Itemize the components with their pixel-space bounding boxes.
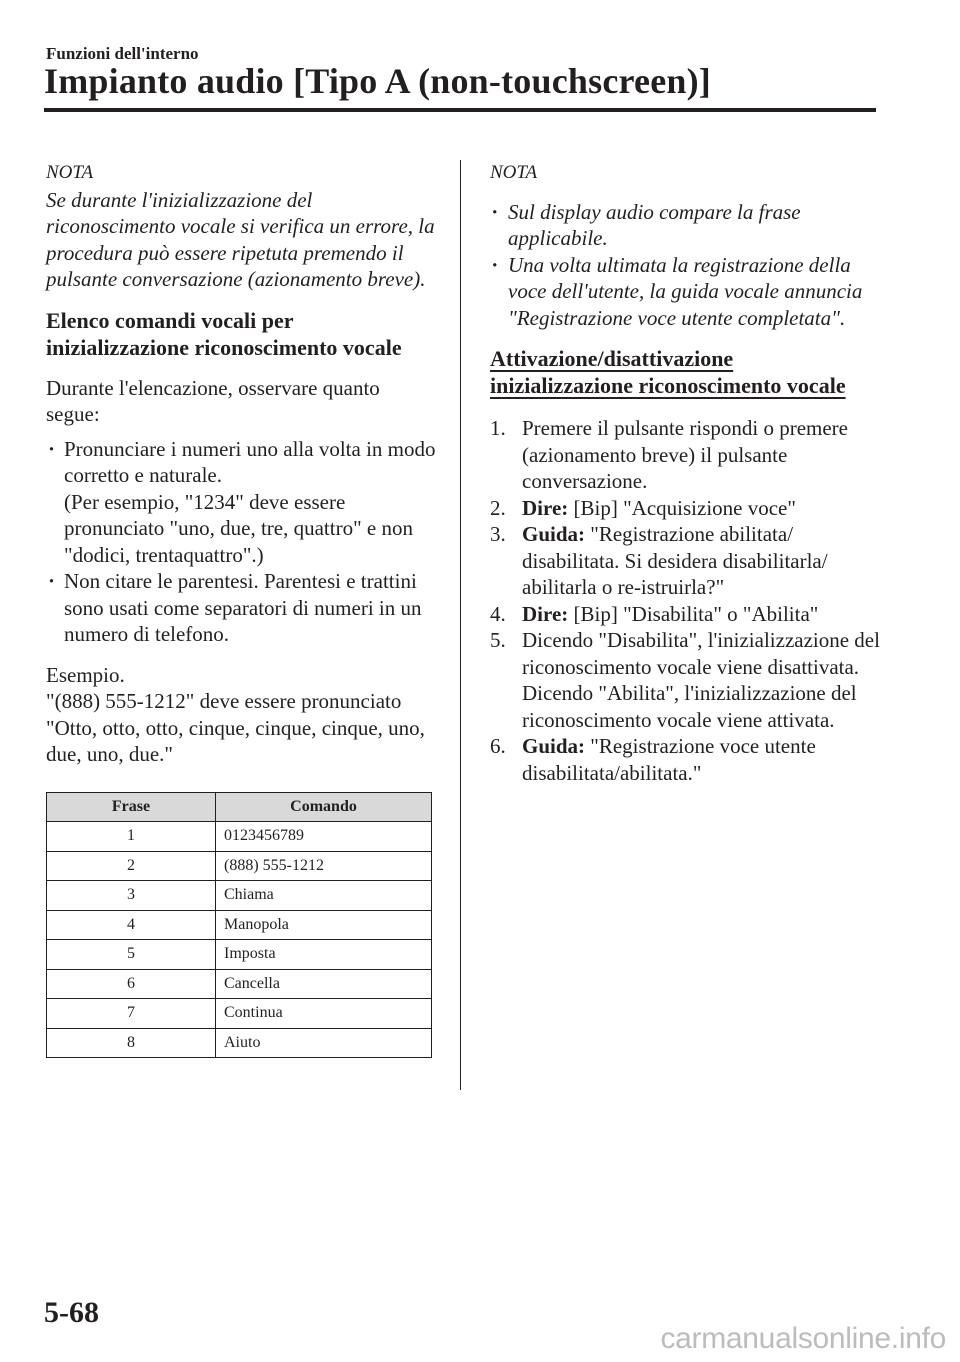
- instruction-list: [46, 436, 436, 648]
- section-heading: Elenco comandi vocali per inizializzazione riconoscimento vocale: [46, 307, 402, 360]
- table-row: [47, 940, 432, 970]
- list-item: · Non citare le parentesi. Parentesi e trattini sono usati come separatori di numeri in un numero di telefono.: [46, 568, 436, 648]
- table-cell: Cancella: [216, 969, 432, 999]
- heading-line: inizializzazione riconoscimento vocale: [490, 373, 846, 398]
- step-text: Dicendo "Abilita", l'inizializzazione del riconoscimento vocale viene attivata.: [522, 681, 857, 732]
- table-cell: Aiuto: [216, 1028, 432, 1058]
- table-row: [47, 851, 432, 881]
- table-cell: 6: [47, 969, 216, 999]
- column-header-frase: Frase: [47, 792, 216, 822]
- step-number: 2.: [490, 495, 506, 520]
- table-row: [47, 999, 432, 1029]
- step-number: 4.: [490, 601, 506, 626]
- table-cell: Chiama: [216, 881, 432, 911]
- step-item: [490, 733, 890, 786]
- table-cell: Imposta: [216, 940, 432, 970]
- list-item: · Una volta ultimata la registrazione della voce dell'utente, la guida vocale annuncia "Registrazione voce utente completata".: [490, 252, 890, 332]
- table-cell: 1: [47, 822, 216, 852]
- table-row: [47, 822, 432, 852]
- step-keyword: Guida:: [522, 522, 586, 546]
- table-cell: Manopola: [216, 910, 432, 940]
- section-label: Funzioni dell'interno: [46, 44, 199, 63]
- step-item: [490, 601, 890, 628]
- table-cell: 4: [47, 910, 216, 940]
- table-row: [47, 1028, 432, 1058]
- section-heading: [490, 345, 890, 399]
- title-rule: [44, 108, 876, 112]
- table-cell: 0123456789: [216, 822, 432, 852]
- nota-label: NOTA: [46, 162, 94, 183]
- list-item-continuation: (Per esempio, "1234" deve essere pronunciato "uno, due, tre, quattro" e non "dodici, trentaquattro".): [64, 489, 413, 567]
- step-item-continuation: [490, 680, 890, 733]
- list-item: · Sul display audio compare la frase applicabile.: [490, 199, 890, 252]
- step-item: [490, 627, 890, 680]
- list-item: · Pronunciare i numeri uno alla volta in modo corretto e naturale.: [46, 436, 436, 489]
- table-cell: 5: [47, 940, 216, 970]
- column-divider: [460, 160, 461, 1090]
- step-text: Dicendo "Disabilita", l'inizializzazione del riconoscimento vocale viene disattivata.: [522, 628, 880, 679]
- table-cell: 3: [47, 881, 216, 911]
- table-cell: (888) 555-1212: [216, 851, 432, 881]
- step-number: 3.: [490, 522, 506, 546]
- step-text: [Bip] "Disabilita" o "Abilita": [568, 601, 819, 626]
- voice-command-table: [46, 792, 432, 1059]
- example-label: Esempio.: [46, 662, 125, 687]
- page-number: 5-68: [44, 1296, 99, 1329]
- table-row: [47, 969, 432, 999]
- table-cell: Continua: [216, 999, 432, 1029]
- column-header-comando: Comando: [216, 792, 432, 822]
- right-column: [490, 160, 890, 786]
- step-number: 6.: [490, 734, 506, 758]
- intro-text: Durante l'elencazione, osservare quanto segue:: [46, 375, 380, 426]
- step-number: 5.: [490, 628, 506, 652]
- step-keyword: Dire:: [522, 495, 569, 520]
- steps-list: [490, 415, 890, 786]
- table-row: [47, 881, 432, 911]
- step-keyword: Guida:: [522, 734, 586, 758]
- table-header-row: [47, 792, 432, 822]
- step-item: [490, 415, 890, 495]
- nota-text: Se durante l'inizializzazione del riconoscimento vocale si verifica un errore, la procedura può essere ripetuta premendo il pulsante conversazione (azionamento breve).: [46, 187, 435, 291]
- heading-line: Attivazione/disattivazione: [490, 346, 734, 371]
- step-number: 1.: [490, 416, 506, 440]
- step-text: [Bip] "Acquisizione voce": [568, 495, 796, 520]
- table-cell: 8: [47, 1028, 216, 1058]
- watermark: carmanualsonline.info: [660, 1322, 946, 1355]
- step-text: "Registrazione voce utente disabilitata/abilitata.": [522, 734, 816, 785]
- left-column: [46, 160, 436, 1058]
- step-item: [490, 495, 890, 522]
- table-cell: 2: [47, 851, 216, 881]
- table-cell: 7: [47, 999, 216, 1029]
- page-title: Impianto audio [Tipo A (non-touchscreen)]: [44, 61, 711, 101]
- step-item: [490, 521, 890, 601]
- step-text: Premere il pulsante rispondi o premere (azionamento breve) il pulsante conversazione.: [522, 416, 848, 493]
- example-text: "(888) 555-1212" deve essere pronunciato "Otto, otto, otto, cinque, cinque, cinque, uno, due, uno, due.": [46, 689, 425, 766]
- step-keyword: Dire:: [522, 601, 569, 626]
- step-text: "Registrazione abilitata/ disabilitata. Si desidera disabilitarla/ abilitarla o re-istruirla?": [522, 522, 828, 599]
- nota-list: [490, 199, 890, 332]
- nota-label: NOTA: [490, 162, 538, 183]
- table-row: [47, 910, 432, 940]
